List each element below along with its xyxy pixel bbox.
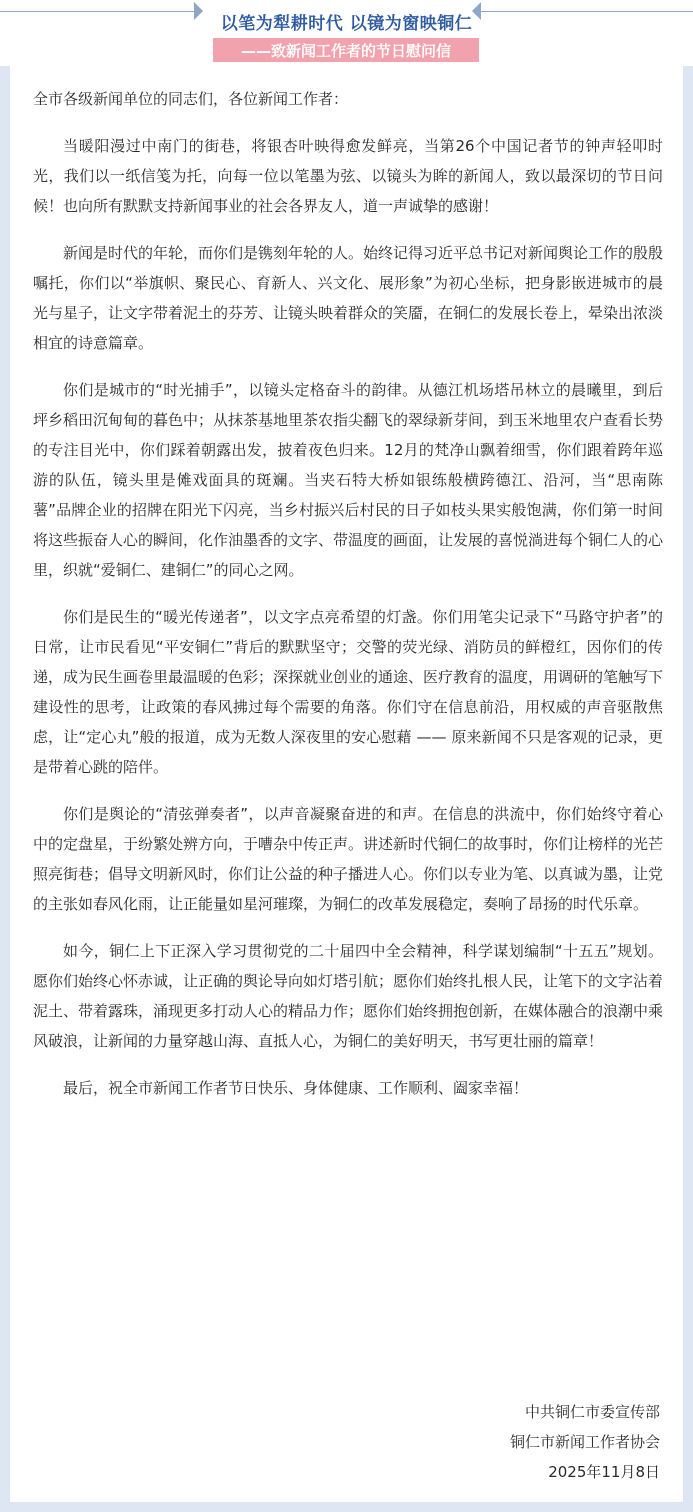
letter-paragraph: 如今，铜仁上下正深入学习贯彻党的二十届四中全会精神，科学谋划编制“十五五”规划。愿你们始终心怀赤诚，让正确的舆论导向如灯塔引航；愿你们始终扎根人民，让笔下的文字沾着泥土、带着露珠，涌现更多打动人心的精品力作；愿你们始终拥抱创新，在媒体融合的浪潮中乘风破浪，让新闻的力量穿越山海、直抵人心，为铜仁的美好明天，书写更壮丽的篇章！	[33, 942, 664, 1050]
signature-org-association: 铜仁市新闻工作者协会	[509, 1433, 660, 1451]
letter-paragraph: 新闻是时代的年轮，而你们是镌刻年轮的人。始终记得习近平总书记对新闻舆论工作的殷殷嘱托，你们以“举旗帜、聚民心、育新人、兴文化、展形象”为初心坐标，把身影嵌进城市的晨光与星子，让文字带着泥土的芬芳、让镜头映着群众的笑靥，在铜仁的发展长卷上，晕染出浓淡相宜的诗意篇章。	[33, 244, 664, 352]
signature-block	[510, 1397, 660, 1487]
header-banner	[0, 0, 693, 66]
letter-paragraph: 你们是民生的“暖光传递者”，以文字点亮希望的灯盏。你们用笔尖记录下“马路守护者”的日常，让市民看见“平安铜仁”背后的默默坚守；交警的荧光绿、消防员的鲜橙红，因你们的传递，成为民生画卷里最温暖的色彩；深探就业创业的通途、医疗教育的温度，用调研的笔触写下建设性的思考，让政策的春风拂过每个需要的角落。你们守在信息前沿，用权威的声音驱散焦虑，让“定心丸”般的报道，成为无数人深夜里的安心慰藉 —— 原来新闻不只是客观的记录，更是带着心跳的陪伴。	[33, 608, 664, 776]
signature-org-propaganda: 中共铜仁市委宣传部	[524, 1403, 660, 1421]
letter-greeting: 全市各级新闻单位的同志们，各位新闻工作者：	[33, 90, 349, 108]
letter-closing: 最后，祝全市新闻工作者节日快乐、身体健康、工作顺利、阖家幸福！	[63, 1079, 529, 1097]
letter-body	[33, 84, 663, 1120]
letter-paragraph: 你们是舆论的“清弦弹奏者”，以声音凝聚奋进的和声。在信息的洪流中，你们始终守着心中的定盘星，于纷繁处辨方向，于嘈杂中传正声。讲述新时代铜仁的故事时，你们让榜样的光芒照亮街巷；倡导文明新风时，你们让公益的种子播进人心。你们以专业为笔、以真诚为墨，让党的主张如春风化雨，让正能量如星河璀璨，为铜仁的改革发展稳定，奏响了昂扬的时代乐章。	[33, 805, 664, 913]
signature-date: 2025年11月8日	[548, 1463, 660, 1481]
page-title: 以笔为犁耕时代 以镜为窗映铜仁	[220, 14, 473, 34]
page-subtitle: ——致新闻工作者的节日慰问信	[240, 42, 451, 60]
letter-paragraph: 当暖阳漫过中南门的街巷，将银杏叶映得愈发鲜亮，当第26个中国记者节的钟声轻叩时光，我们以一纸信笺为托，向每一位以笔墨为弦、以镜头为眸的新闻人，致以最深切的节日问候！也向所有默默支持新闻事业的社会各界友人，道一声诚挚的感谢！	[33, 137, 663, 215]
letter-paragraph: 你们是城市的“时光捕手”，以镜头定格奋斗的韵律。从德江机场塔吊林立的晨曦里，到后坪乡稻田沉甸甸的暮色中；从抹茶基地里茶农指尖翻飞的翠绿新芽间，到玉米地里农户查看长势的专注目光中，你们踩着朝露出发，披着夜色归来。12月的梵净山飘着细雪，你们跟着跨年巡游的队伍，镜头里是傩戏面具的斑斓。当夹石特大桥如银练般横跨德江、沿河，当“思南陈薯”品牌企业的招牌在阳光下闪亮，当乡村振兴后村民的日子如枝头果实般饱满，你们第一时间将这些振奋人心的瞬间，化作油墨香的文字、带温度的画面，让发展的喜悦淌进每个铜仁人的心里，织就“爱铜仁、建铜仁”的同心之网。	[33, 381, 664, 579]
